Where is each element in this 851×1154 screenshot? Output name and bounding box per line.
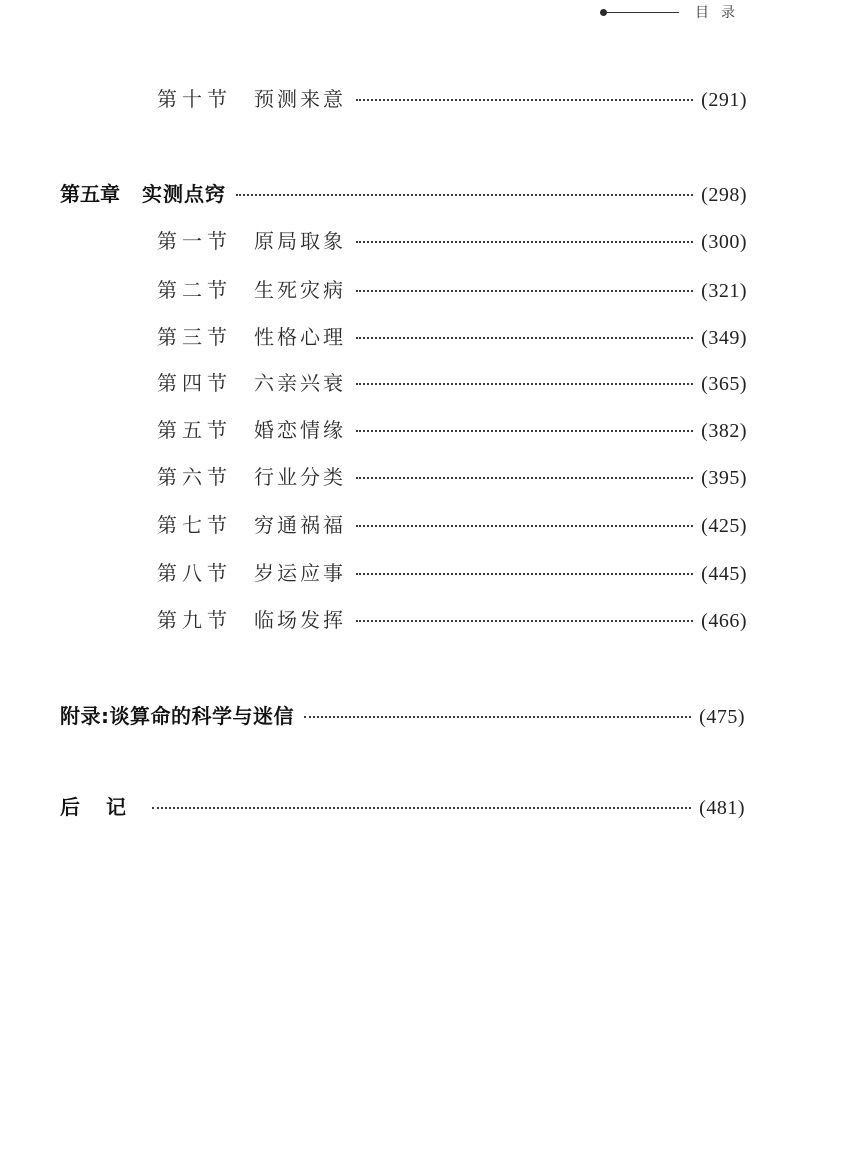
section-title: 六亲兴衰 — [254, 371, 346, 395]
dot-leader — [356, 241, 693, 243]
dot-leader — [236, 194, 693, 196]
chapter-number: 第五章 — [60, 182, 120, 206]
dot-leader — [356, 290, 693, 292]
page-number: (382) — [701, 420, 747, 442]
section-title: 性格心理 — [254, 325, 346, 349]
dot-leader — [356, 337, 693, 339]
toc-entry-section-10[interactable] — [157, 83, 747, 111]
page-number: (445) — [701, 563, 747, 585]
dot-leader — [304, 716, 691, 718]
section-title: 临场发挥 — [254, 608, 346, 632]
section-number: 第六节 — [157, 465, 232, 489]
section-title: 婚恋情缘 — [254, 418, 346, 442]
section-number: 第五节 — [157, 418, 232, 442]
dot-leader — [356, 477, 693, 479]
section-number: 第九节 — [157, 608, 232, 632]
page-number: (481) — [699, 797, 745, 819]
page-number: (321) — [701, 280, 747, 302]
entry-label — [157, 461, 346, 490]
entry-label — [157, 557, 346, 586]
toc-entry-chapter-5[interactable] — [60, 178, 747, 206]
section-title: 岁运应事 — [254, 561, 346, 585]
dot-leader — [356, 525, 693, 527]
entry-label — [157, 367, 346, 396]
page-number: (300) — [701, 231, 747, 253]
toc-entry-postscript[interactable] — [60, 791, 745, 819]
section-title: 原局取象 — [254, 229, 346, 253]
postscript-title: 后记 — [60, 795, 152, 819]
page-number: (395) — [701, 467, 747, 489]
toc-entry-section[interactable] — [157, 225, 747, 253]
section-number: 第十节 — [157, 87, 232, 111]
section-number: 第八节 — [157, 561, 232, 585]
page-number: (466) — [701, 610, 747, 632]
dot-leader — [152, 807, 691, 809]
toc-entry-section[interactable] — [157, 414, 747, 442]
section-title: 预测来意 — [254, 87, 346, 111]
dot-leader — [356, 383, 693, 385]
page-number: (425) — [701, 515, 747, 537]
toc-entry-section[interactable] — [157, 461, 747, 489]
appendix-title: 附录:谈算命的科学与迷信 — [60, 704, 294, 728]
entry-label — [60, 178, 226, 207]
running-header — [600, 2, 770, 22]
dot-leader — [356, 620, 693, 622]
entry-label — [157, 604, 346, 633]
page-number: (298) — [701, 184, 747, 206]
section-number: 第二节 — [157, 278, 232, 302]
toc-entry-section[interactable] — [157, 321, 747, 349]
section-number: 第七节 — [157, 513, 232, 537]
dot-leader — [356, 573, 693, 575]
entry-label — [157, 225, 346, 254]
header-rule — [607, 12, 679, 13]
toc-entry-section[interactable] — [157, 274, 747, 302]
entry-label — [157, 83, 346, 112]
dot-leader — [356, 430, 693, 432]
entry-label — [157, 509, 346, 538]
page-number: (475) — [699, 706, 745, 728]
toc-entry-section[interactable] — [157, 509, 747, 537]
toc-entry-section[interactable] — [157, 557, 747, 585]
section-number: 第三节 — [157, 325, 232, 349]
page-number: (291) — [701, 89, 747, 111]
section-number: 第一节 — [157, 229, 232, 253]
section-number: 第四节 — [157, 371, 232, 395]
section-title: 穷通祸福 — [254, 513, 346, 537]
section-title: 行业分类 — [254, 465, 346, 489]
dot-leader — [356, 99, 693, 101]
entry-label — [157, 321, 346, 350]
toc-entry-appendix[interactable] — [60, 700, 745, 728]
bullet-dot-icon — [600, 9, 607, 16]
running-title: 目录 — [695, 5, 747, 21]
toc-entry-section[interactable] — [157, 604, 747, 632]
section-title: 生死灾病 — [254, 278, 346, 302]
page-number: (365) — [701, 373, 747, 395]
chapter-title: 实测点窍 — [142, 182, 226, 206]
page-number: (349) — [701, 327, 747, 349]
entry-label — [157, 414, 346, 443]
toc-entry-section[interactable] — [157, 367, 747, 395]
entry-label — [157, 274, 346, 303]
